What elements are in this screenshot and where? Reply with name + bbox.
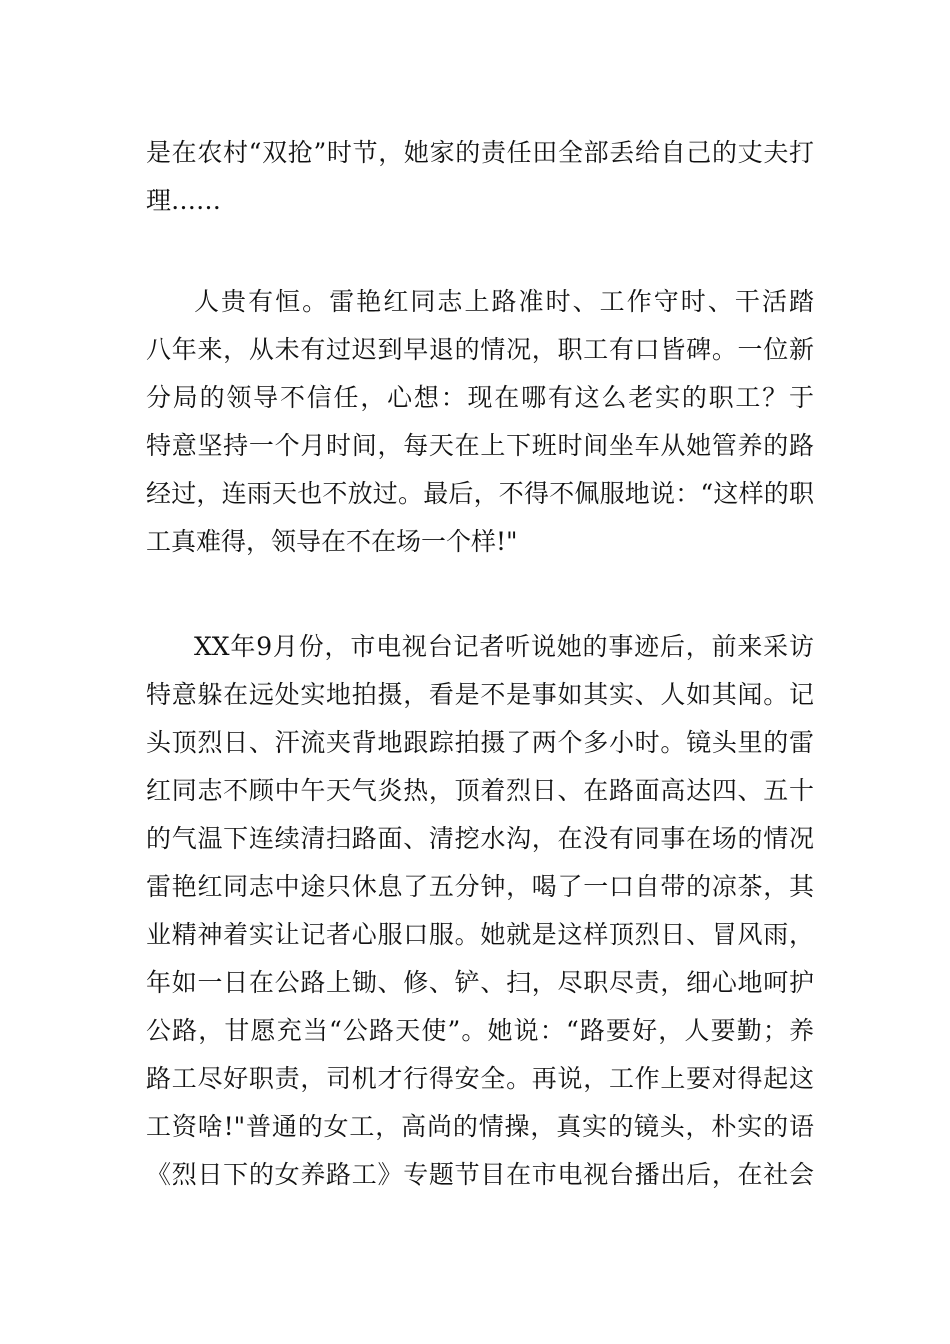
paragraph-1-line-2: 理…… <box>146 186 222 215</box>
paragraph-3-line-11: 工资啥!"普通的女工，高尚的情操，真实的镜头，朴实的语 <box>146 1112 814 1141</box>
paragraph-3-line-12: 《烈日下的女养路工》专题节目在市电视台播出后，在社会 <box>146 1160 814 1189</box>
paragraph-3-line-2: 特意躲在远处实地拍摄，看是不是事如其实、人如其闻。记 <box>146 680 814 709</box>
paragraph-2-line-4: 特意坚持一个月时间，每天在上下班时间坐车从她管养的路 <box>146 431 814 460</box>
paragraph-3-line-4: 红同志不顾中午天气炎热，顶着烈日、在路面高达四、五十 <box>146 776 814 805</box>
paragraph-2-line-1: 人贵有恒。雷艳红同志上路准时、工作守时、干活踏 <box>194 287 814 316</box>
paragraph-3-line-1: XX年9月份，市电视台记者听说她的事迹后，前来采访 <box>194 632 814 661</box>
paragraph-3-line-3: 头顶烈日、汗流夹背地跟踪拍摄了两个多小时。镜头里的雷 <box>146 728 814 757</box>
paragraph-2-line-6: 工真难得，领导在不在场一个样!" <box>146 527 518 556</box>
paragraph-3-line-8: 年如一日在公路上锄、修、铲、扫，尽职尽责，细心地呵护 <box>146 968 814 997</box>
paragraph-2-line-2: 八年来，从未有过迟到早退的情况，职工有口皆碑。一位新 <box>146 335 814 364</box>
paragraph-1-line-1: 是在农村“双抢”时节，她家的责任田全部丢给自己的丈夫打 <box>146 138 814 167</box>
paragraph-3-line-10: 路工尽好职责，司机才行得安全。再说，工作上要对得起这 <box>146 1064 814 1093</box>
paragraph-3-line-9: 公路，甘愿充当“公路天使”。她说：“路要好，人要勤；养 <box>146 1016 814 1045</box>
paragraph-3-line-5: 的气温下连续清扫路面、清挖水沟，在没有同事在场的情况 <box>146 824 814 853</box>
paragraph-3-line-6: 雷艳红同志中途只休息了五分钟，喝了一口自带的凉茶，其 <box>146 872 814 901</box>
paragraph-2-line-3: 分局的领导不信任，心想：现在哪有这么老实的职工？于 <box>146 383 814 412</box>
paragraph-2-line-5: 经过，连雨天也不放过。最后，不得不佩服地说：“这样的职 <box>146 479 814 508</box>
paragraph-3-line-7: 业精神着实让记者心服口服。她就是这样顶烈日、冒风雨， <box>146 920 814 949</box>
